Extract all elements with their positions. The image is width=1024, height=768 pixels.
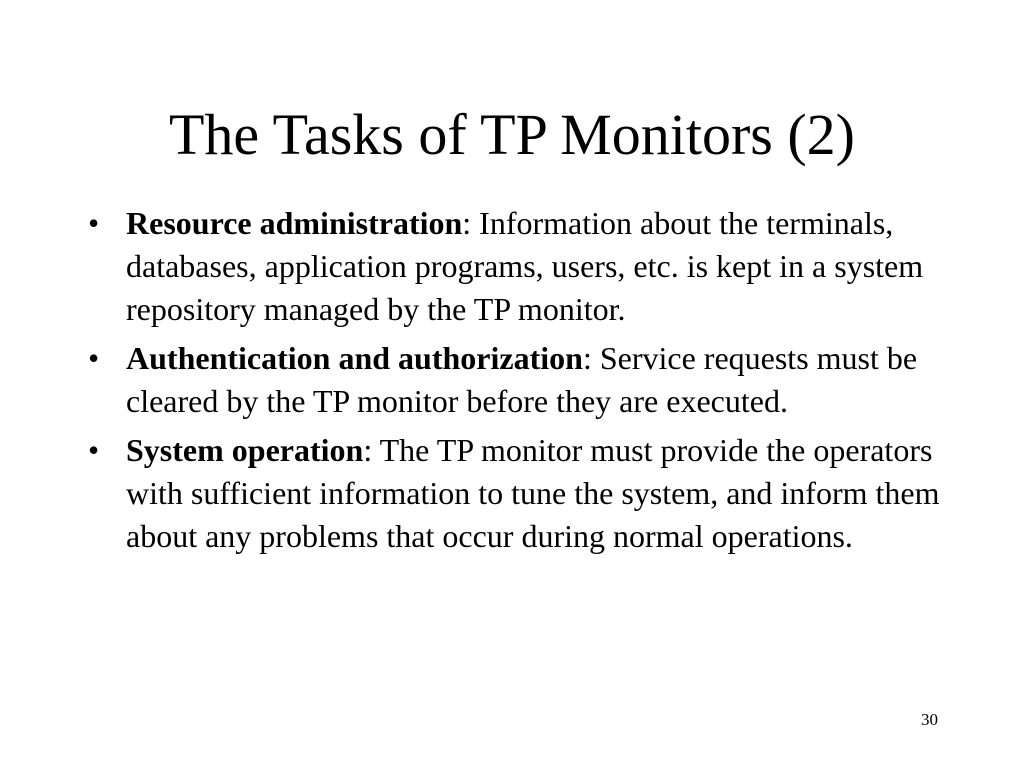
bullet-text: The TP monitor must provide the operators with sufficient information to tune the system, and inform them about any problems that occur during normal operations. (126, 432, 940, 554)
bullet-term: Authentication and authorization (126, 340, 583, 376)
bullet-item-authentication (80, 337, 950, 423)
bullet-item-resource-administration (80, 202, 950, 331)
bullet-marker: • (88, 205, 100, 241)
bullet-separator: : (363, 432, 373, 468)
bullet-separator: : (582, 340, 592, 376)
bullet-list (80, 202, 950, 564)
page-number: 30 (921, 710, 938, 729)
slide-title: The Tasks of TP Monitors (2) (168, 102, 855, 167)
bullet-marker: • (88, 432, 100, 468)
bullet-item-system-operation (80, 429, 950, 558)
bullet-marker: • (88, 340, 100, 376)
bullet-separator: : (462, 205, 472, 241)
bullet-text: Information about the terminals, databases, application programs, users, etc. is kept in a system repository managed by the TP monitor. (126, 205, 924, 327)
bullet-term: System operation (126, 432, 364, 468)
bullet-text: Service requests must be cleared by the TP monitor before they are executed. (126, 340, 918, 419)
bullet-term: Resource administration (126, 205, 463, 241)
